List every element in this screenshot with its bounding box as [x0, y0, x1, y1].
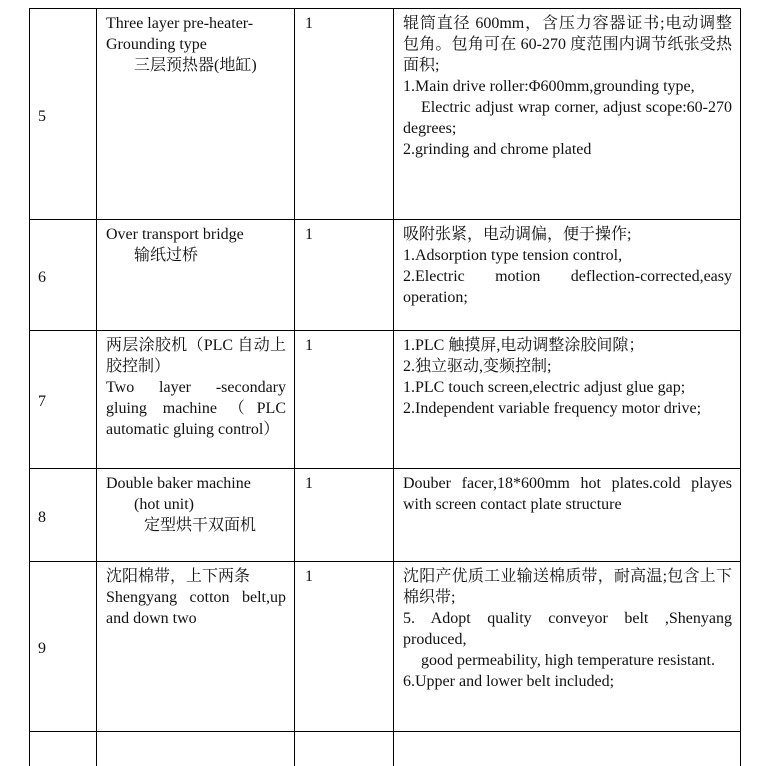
item-name-cell [97, 469, 295, 562]
quantity: 1 [295, 220, 394, 331]
item-name-cell [97, 220, 295, 331]
item-name-en: Shengyang cotton belt,up and down two [106, 587, 286, 629]
description-line: 吸附张紧，电动调偏，便于操作; [403, 224, 732, 245]
description-cell [394, 9, 741, 220]
description-line: 2.Independent variable frequency motor drive; [403, 398, 732, 419]
description-line: 6.Upper and lower belt included; [403, 671, 732, 692]
row-number: 5 [30, 9, 97, 220]
table-row [30, 331, 741, 469]
description-line: Electric adjust wrap corner, adjust scope:60-270 degrees; [403, 97, 732, 139]
item-name-en-sub: (hot unit) [106, 494, 286, 515]
table-row [30, 9, 741, 220]
description-line: 1.PLC touch screen,electric adjust glue gap; [403, 377, 732, 398]
row-number: 7 [30, 331, 97, 469]
item-name-cn: 三层预热器(地缸) [106, 55, 286, 76]
item-name-cell [97, 9, 295, 220]
description-line: 1.PLC 触摸屏,电动调整涂胶间隙； [403, 335, 732, 356]
description-line: 2.Electric motion deflection-corrected,easy operation; [403, 266, 732, 308]
description-line: 辊筒直径 600mm，含压力容器证书;电动调整包角。包角可在 60-270 度范围内调节纸张受热面积; [403, 13, 732, 76]
description-cell [394, 469, 741, 562]
quantity: 1 [295, 331, 394, 469]
item-name-cn: 沈阳棉带，上下两条 [106, 566, 286, 587]
quantity: 1 [295, 9, 394, 220]
row-number: 9 [30, 562, 97, 732]
row-number: 8 [30, 469, 97, 562]
description-cell [394, 331, 741, 469]
description-line: good permeability, high temperature resistant. [403, 650, 732, 671]
table-row [30, 220, 741, 331]
description-line: Douber facer,18*600mm hot plates.cold playes with screen contact plate structure [403, 473, 732, 515]
table-row [30, 562, 741, 732]
item-name-cell [97, 331, 295, 469]
description-line: 1.Main drive roller:Φ600mm,grounding type, [403, 76, 732, 97]
equipment-spec-table [29, 8, 741, 766]
description-line: 5. Adopt quality conveyor belt ,Shenyang produced, [403, 608, 732, 650]
item-name-en: Double baker machine [106, 473, 286, 494]
item-name-en: Three layer pre-heater-Grounding type [106, 13, 286, 55]
quantity: 1 [295, 469, 394, 562]
description-cell [394, 562, 741, 732]
item-name-cell [97, 562, 295, 732]
table-row [30, 469, 741, 562]
item-name-cn: 定型烘干双面机 [106, 515, 286, 536]
item-name-cn: 输纸过桥 [106, 245, 286, 266]
item-name-en: Two layer -secondary gluing machine（PLC automatic gluing control） [106, 377, 286, 440]
quantity: 1 [295, 562, 394, 732]
row-number: 6 [30, 220, 97, 331]
description-line: 1.Adsorption type tension control, [403, 245, 732, 266]
description-line: 沈阳产优质工业输送棉质带，耐高温;包含上下棉织带; [403, 566, 732, 608]
description-line: 2.独立驱动,变频控制; [403, 356, 732, 377]
description-cell [394, 220, 741, 331]
description-line: 2.grinding and chrome plated [403, 139, 732, 160]
item-name-en: Over transport bridge [106, 224, 286, 245]
item-name-cn: 两层涂胶机（PLC 自动上胶控制） [106, 335, 286, 377]
